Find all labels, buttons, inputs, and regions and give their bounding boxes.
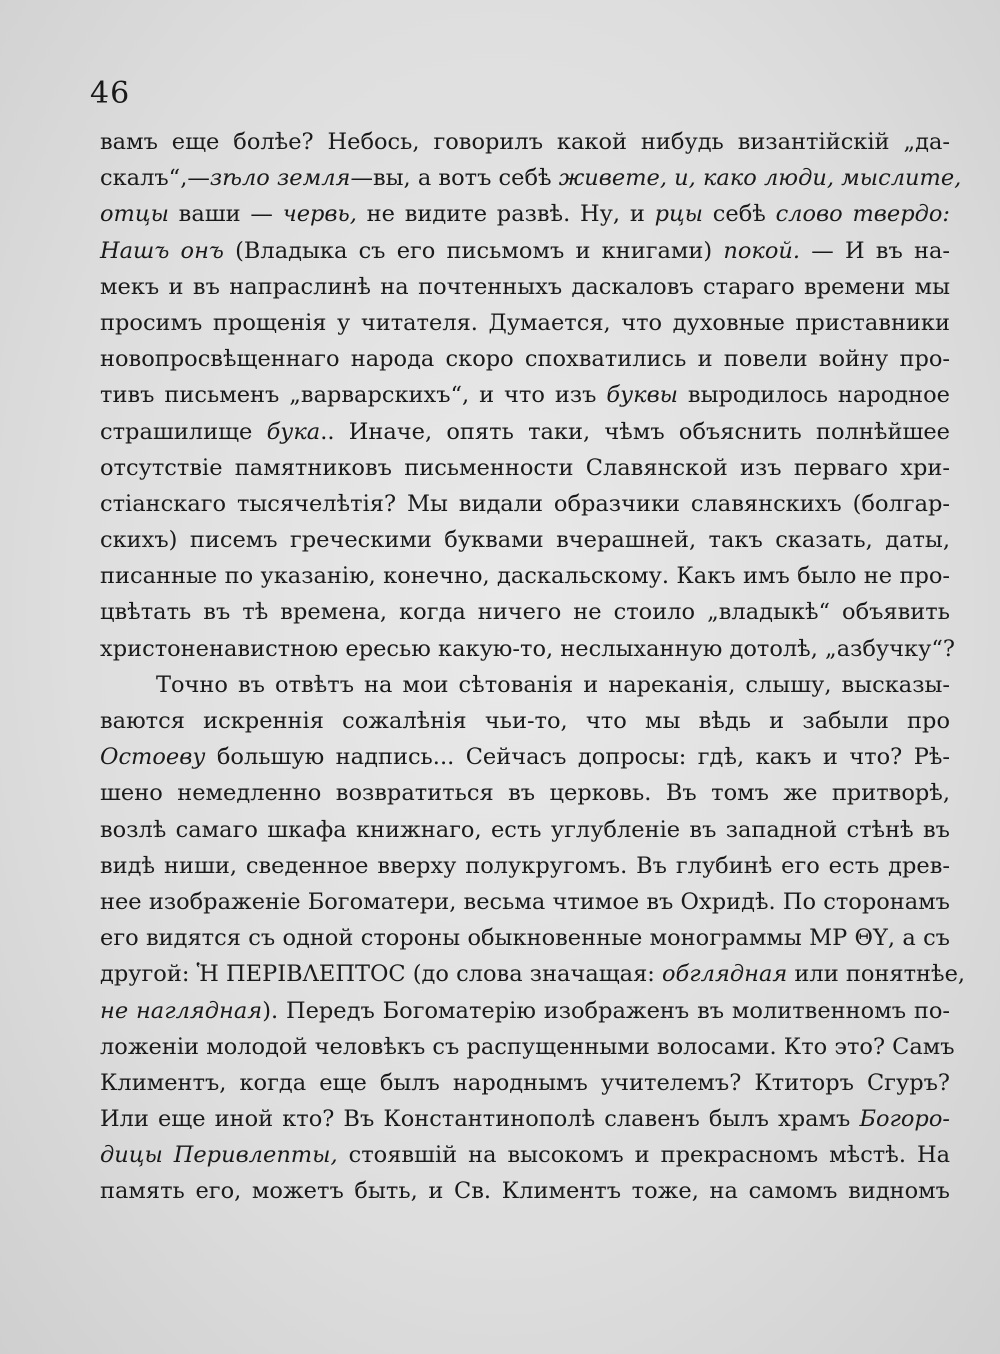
text-line: христоненавистною ересью какую-то, неслыханную дотолѣ, „азбучку“? [100,635,955,662]
text-line: стіанскаго тысячелѣтія? Мы видали образчики славянскихъ (болгар- [100,490,950,517]
text-line: Или еще иной кто? Въ Константинополѣ славенъ былъ храмъ Богоро- [100,1106,950,1133]
text-line: его видятся съ одной стороны обыкновенные монограммы МР ΘΥ, а съ [100,925,950,952]
text-line: возлѣ самаго шкафа книжнаго, есть углубленіе въ западной стѣнѣ въ [100,816,950,843]
text-line: видѣ ниши, сведенное вверху полукругомъ. Въ глубинѣ его есть древ- [100,852,950,879]
text-line: Точно въ отвѣтъ на мои сѣтованія и нареканія, слышу, высказы- [156,671,950,698]
page-number: 46 [90,76,131,111]
text-line: другой: Ἡ ΠΕΡΙΒΛΕΠΤΟС (до слова значащая: обглядная или понятнѣе, [100,961,966,988]
text-line: скалъ“,—зѣло земля—вы, а вотъ себѣ живете, и, како люди, мыслите, [100,165,962,192]
text-line: Климентъ, когда еще былъ народнымъ учителемъ? Ктиторъ Сгуръ? [100,1069,950,1096]
text-line: цвѣтать въ тѣ времена, когда ничего не стоило „владыкѣ“ объявить [100,599,950,626]
text-line: скихъ) писемъ греческими буквами вчерашней, такъ сказать, даты, [100,527,950,554]
text-line: шено немедленно возвратиться въ церковь. Въ томъ же притворѣ, [100,780,950,807]
text-line: ложеніи молодой человѣкъ съ распущенными волосами. Кто это? Самъ [100,1033,955,1060]
body-text [100,124,966,1210]
text-line: дицы Перивлепты, стоявшій на высокомъ и прекрасномъ мѣстѣ. На [100,1142,950,1169]
text-line: мекъ и въ напраслинѣ на почтенныхъ даскаловъ стараго времени мы [100,273,950,300]
text-line: нее изображеніе Богоматери, весьма чтимое въ Охридѣ. По сторонамъ [100,888,950,915]
text-line: страшилище бука.. Иначе, опять таки, чѣмъ объяснить полнѣйшее [100,418,950,445]
text-line: тивъ письменъ „варварскихъ“, и что изъ буквы выродилось народное [100,382,950,409]
text-line: ваются искреннія сожалѣнія чьи-то, что мы вѣдь и забыли про [100,708,950,734]
text-line: отцы ваши — червь, не видите развѣ. Ну, и рцы себѣ слово твердо: [100,201,950,228]
text-line: память его, можетъ быть, и Св. Климентъ тоже, на самомъ видномъ [100,1178,950,1205]
text-line: писанные по указанію, конечно, даскальскому. Какъ имъ было не про- [100,563,950,590]
text-line: просимъ прощенія у читателя. Думается, что духовные приставники [100,309,950,336]
text-line: отсутствіе памятниковъ письменности Славянской изъ перваго хри- [100,454,950,481]
text-line: Нашъ онъ (Владыка съ его письмомъ и книгами) покой. — И въ на- [100,237,950,264]
text-line: вамъ еще болѣе? Небось, говорилъ какой нибудь византійскій „да- [100,129,950,155]
text-line: Остоеву большую надпись... Сейчасъ допросы: гдѣ, какъ и что? Рѣ- [100,744,950,771]
text-line: не наглядная). Передъ Богоматерію изображенъ въ молитвенномъ по- [100,997,951,1024]
text-line: новопросвѣщеннаго народа скоро спохватились и повели войну про- [100,346,950,373]
